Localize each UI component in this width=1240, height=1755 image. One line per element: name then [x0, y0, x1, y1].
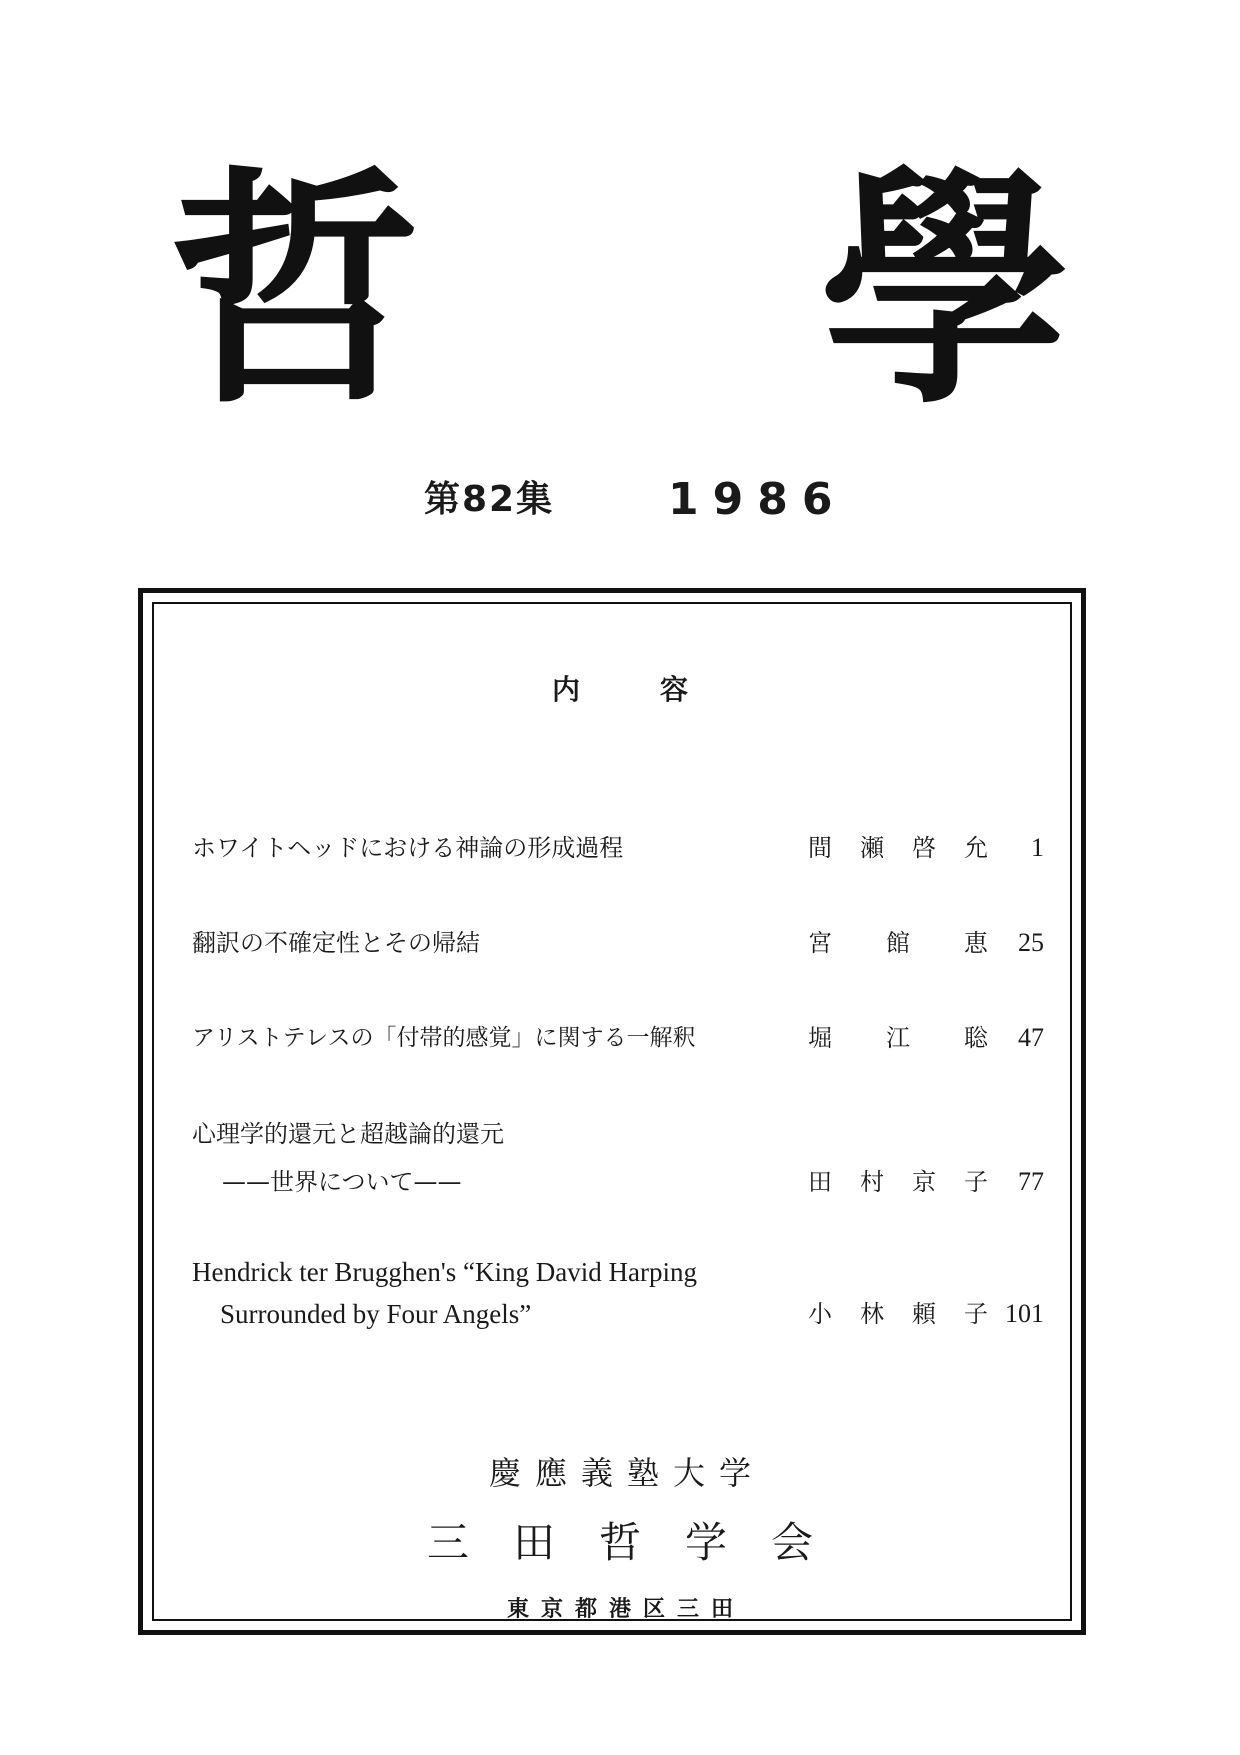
toc-page: 25 [1018, 928, 1044, 957]
toc-entry [0, 1016, 1240, 1060]
publisher-address: 東京都港区三田 [506, 1597, 745, 1622]
toc-entry [0, 1112, 1240, 1156]
toc-author: 田村京子 [808, 1168, 988, 1196]
journal-title-right: 學 [820, 143, 1070, 437]
toc-page: 47 [1018, 1023, 1044, 1052]
toc-author: 宮館恵 [808, 929, 988, 957]
toc-author: 小林頼子 [808, 1300, 988, 1328]
toc-page: 77 [1018, 1167, 1044, 1196]
toc-page: 1 [1031, 833, 1044, 862]
toc-title: 翻訳の不確定性とその帰結 [192, 929, 480, 957]
toc-title: ホワイトヘッドにおける神論の形成過程 [192, 834, 624, 862]
toc-subtitle: ——世界について—— [222, 1168, 462, 1196]
publisher-society: 三田哲学会 [426, 1518, 857, 1567]
contents-heading: 内容 [551, 673, 768, 706]
toc-title: アリストテレスの「付帯的感覚」に関する一解釈 [192, 1025, 696, 1051]
toc-entry [0, 1250, 1240, 1294]
toc-entry-continued [0, 1160, 1240, 1204]
toc-entry [0, 826, 1240, 870]
publisher-university: 慶應義塾大学 [488, 1454, 765, 1492]
toc-entry-continued [0, 1292, 1240, 1336]
issue-year: 1986 [668, 474, 847, 525]
toc-title: 心理学的還元と超越論的還元 [192, 1120, 504, 1148]
toc-title: Hendrick ter Brugghen's “King David Harping [192, 1257, 697, 1287]
toc-author: 堀江聡 [808, 1024, 988, 1052]
issue-line [0, 470, 1240, 530]
toc-subtitle: Surrounded by Four Angels” [220, 1299, 532, 1329]
toc-page: 101 [1005, 1299, 1044, 1328]
journal-title-left: 哲 [170, 143, 420, 437]
issue-volume: 第82集 [424, 479, 555, 520]
toc-entry [0, 921, 1240, 965]
toc-author: 間瀬啓允 [808, 834, 988, 862]
